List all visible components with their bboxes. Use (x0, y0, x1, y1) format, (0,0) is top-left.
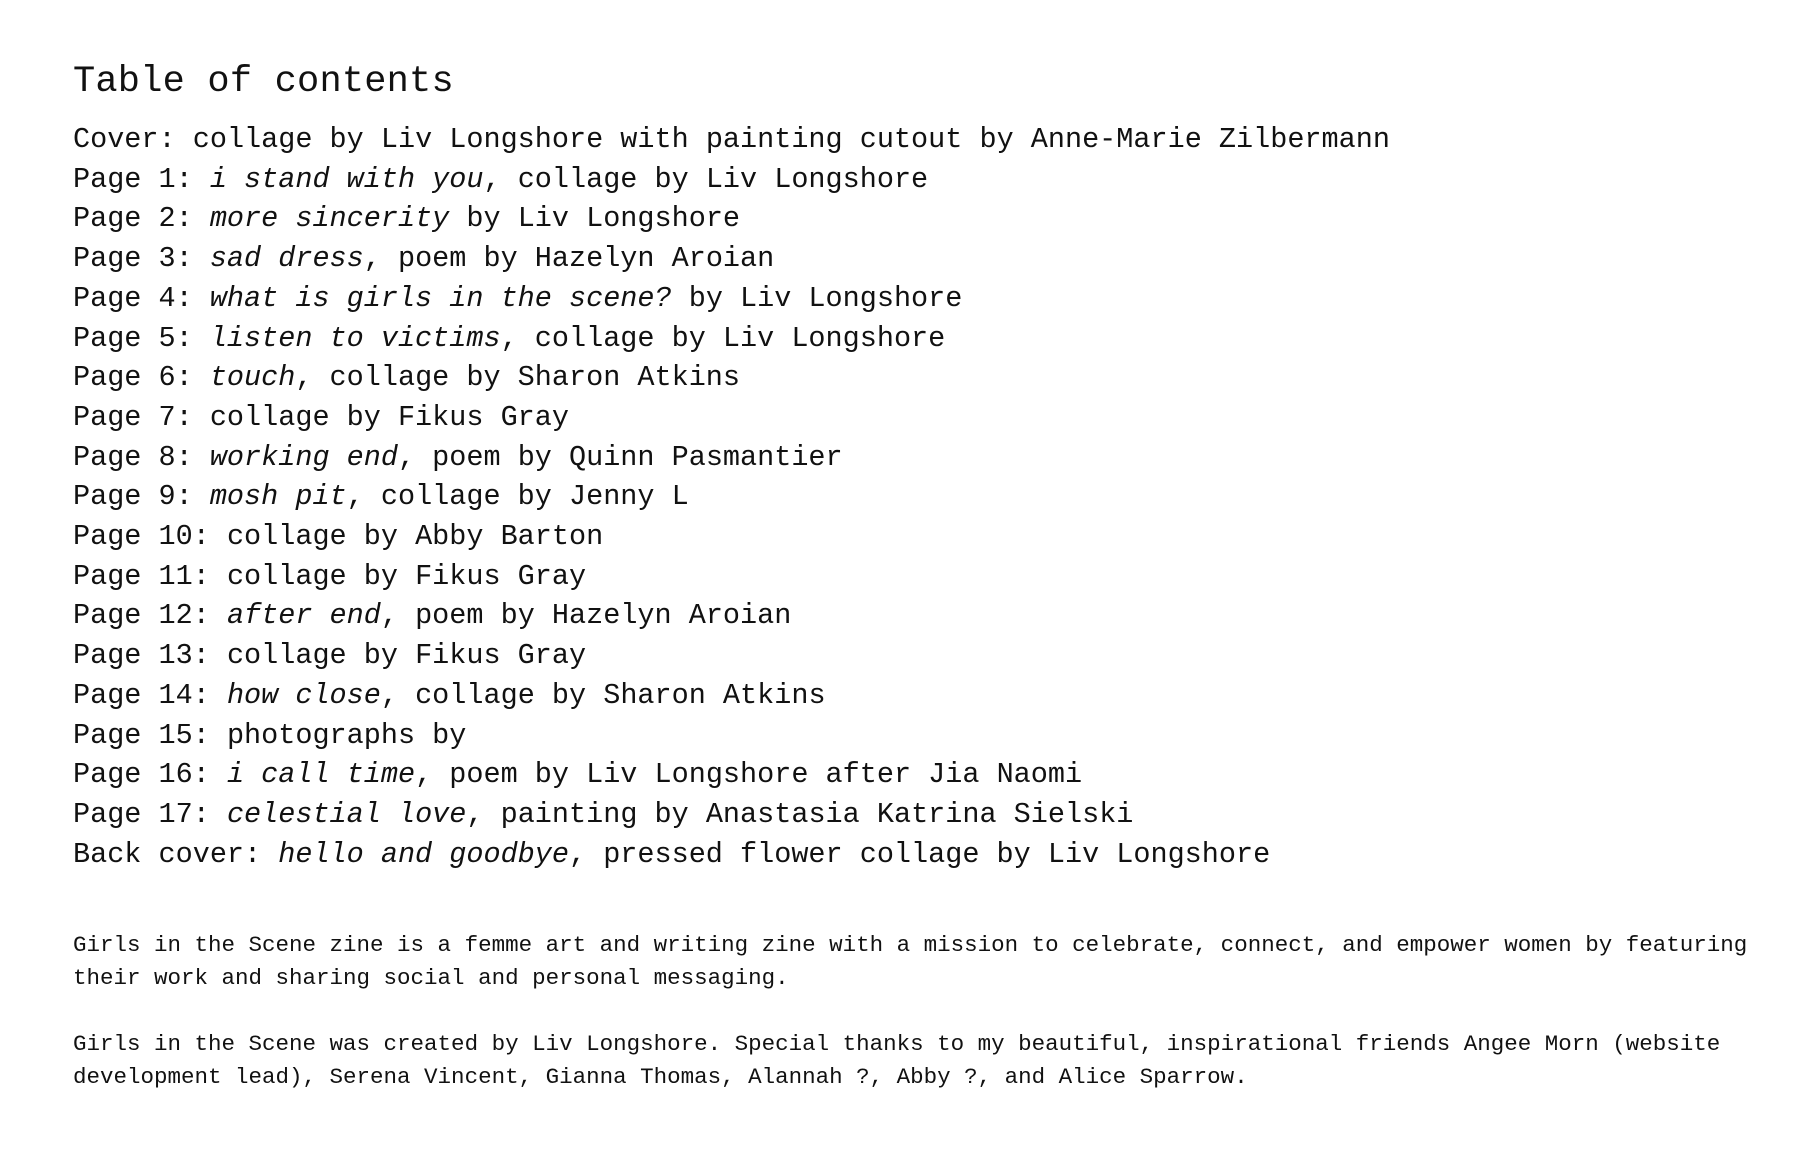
toc-entry (73, 795, 1773, 835)
toc-entry-credit: , pressed flower collage by Liv Longshore (568, 837, 1271, 871)
toc-entry-title: sad dress (209, 242, 364, 276)
toc-entry-title: i stand with you (209, 162, 484, 196)
toc-entry (73, 358, 1773, 398)
toc-entry (73, 755, 1773, 795)
toc-entry (73, 438, 1773, 478)
toc-entry-credit: , collage by Liv Longshore (483, 162, 929, 196)
toc-entry-credit: collage by Liv Longshore with painting cutout by Anne-Marie Zilbermann (192, 123, 1390, 156)
toc-entry-credit: , collage by Sharon Atkins (380, 678, 826, 712)
toc-entry-page: Page 7: (73, 400, 210, 434)
toc-entry-credit: photographs by (226, 718, 467, 752)
toc-entry-credit: , collage by Sharon Atkins (295, 361, 741, 395)
toc-entry (73, 199, 1773, 239)
toc-entry (73, 398, 1773, 438)
toc-entry-credit: collage by Fikus Gray (209, 400, 569, 434)
toc-entry-credit: by Liv Longshore (671, 281, 963, 315)
toc-entry-credit: , collage by Jenny L (346, 480, 689, 514)
toc-entry-credit: , poem by Quinn Pasmantier (397, 440, 843, 474)
toc-entry-title: celestial love (226, 797, 467, 831)
toc-entry (73, 835, 1773, 875)
toc-entry-page: Page 5: (73, 321, 210, 355)
toc-entry-credit: by Liv Longshore (449, 202, 741, 236)
toc-entry (73, 557, 1773, 597)
toc-entry-title: i call time (226, 758, 416, 792)
toc-entry-page: Page 4: (73, 281, 210, 315)
toc-entry-page: Page 16: (73, 758, 227, 792)
toc-entry-title: listen to victims (209, 321, 501, 355)
toc-entry (73, 239, 1773, 279)
toc-entry-title: touch (209, 361, 296, 395)
toc-entry (73, 596, 1773, 636)
page-title: Table of contents (73, 61, 454, 103)
toc-entry-page: Page 1: (73, 162, 210, 196)
about-section (73, 929, 1753, 1094)
toc-entry (73, 319, 1773, 359)
toc-entry (73, 676, 1773, 716)
toc-entry-credit: , collage by Liv Longshore (500, 321, 946, 355)
toc-entry-title: more sincerity (209, 202, 450, 236)
toc-entry-page: Page 17: (73, 797, 227, 831)
toc-list (73, 120, 1773, 874)
toc-entry-title: how close (226, 678, 381, 712)
toc-entry-page: Page 2: (73, 202, 210, 236)
toc-entry-credit: collage by Abby Barton (226, 520, 604, 554)
toc-entry (73, 160, 1773, 200)
toc-entry-page: Page 10: (73, 520, 227, 554)
toc-entry-credit: , painting by Anastasia Katrina Sielski (466, 797, 1134, 831)
toc-entry (73, 716, 1773, 756)
toc-entry-credit: collage by Fikus Gray (226, 639, 587, 673)
toc-entry-credit: , poem by Hazelyn Aroian (380, 599, 792, 633)
credits-paragraph: Girls in the Scene was created by Liv Longshore. Special thanks to my beautiful, inspirational friends Angee Morn (website development lead), Serena Vincent, Gianna Thomas, Alannah ?, Abby ?, and Alice Sparrow. (73, 1031, 1721, 1091)
toc-entry-page: Page 8: (73, 440, 210, 474)
toc-entry-credit: , poem by Hazelyn Aroian (363, 242, 775, 276)
toc-entry-page: Page 3: (73, 242, 210, 276)
toc-entry-page: Back cover: (73, 837, 279, 871)
toc-entry-page: Page 12: (73, 599, 227, 633)
toc-entry-title: what is girls in the scene? (209, 281, 672, 315)
toc-entry-title: working end (209, 440, 398, 474)
toc-entry-page: Page 11: (73, 559, 227, 593)
toc-entry-page: Page 6: (73, 361, 210, 395)
toc-entry-page: Page 13: (73, 639, 227, 673)
toc-entry (73, 636, 1773, 676)
toc-entry-credit: collage by Fikus Gray (226, 559, 587, 593)
toc-entry (73, 279, 1773, 319)
toc-entry-page: Page 9: (73, 480, 210, 514)
toc-entry-credit: , poem by Liv Longshore after Jia Naomi (415, 758, 1083, 792)
toc-entry-title: hello and goodbye (278, 837, 569, 871)
toc-entry-page: Page 14: (73, 678, 227, 712)
toc-entry-page: Page 15: (73, 718, 227, 752)
toc-entry-page: Cover: (73, 123, 193, 156)
mission-paragraph: Girls in the Scene zine is a femme art and writing zine with a mission to celebrate, connect, and empower women by featuring their work and sharing social and personal messaging. (73, 932, 1748, 992)
toc-entry-title: after end (226, 599, 381, 633)
toc-entry (73, 517, 1773, 557)
toc-entry-title: mosh pit (209, 480, 347, 514)
page-content (73, 0, 1773, 1127)
toc-entry (73, 120, 1773, 160)
toc-entry (73, 477, 1773, 517)
